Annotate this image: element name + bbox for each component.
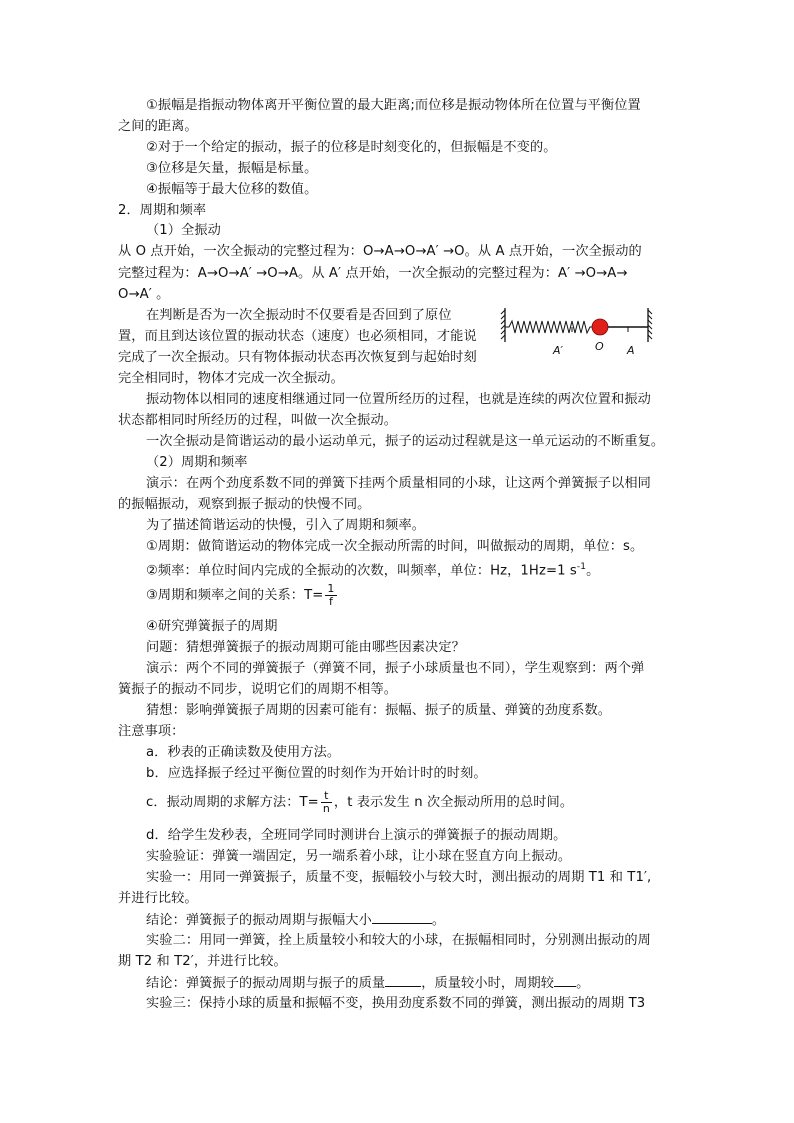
- paragraph-line: ②对于一个给定的振动，振子的位移是时刻变化的，但振幅是不变的。: [146, 140, 557, 155]
- paragraph-line: 的振幅振动，观察到振子振动的快慢不同。: [118, 497, 371, 512]
- paragraph-line: 演示：两个不同的弹簧振子（弹簧不同，振子小球质量也不同），学生观察到：两个弹: [146, 661, 645, 676]
- paragraph-line: 期 T2 和 T2′，并进行比较。: [118, 954, 287, 969]
- label-a-prime: A′: [553, 344, 564, 357]
- list-item: d．给学生发秒表，全班同学同时测讲台上演示的弹簧振子的振动周期。: [146, 828, 567, 843]
- paragraph-line: 完全相同时，物体才完成一次全振动。: [118, 371, 344, 386]
- subsection-heading: （1）全振动: [146, 223, 221, 238]
- fraction: $\frac{t}{n}$: [322, 788, 330, 815]
- paragraph-line: 实验一：用同一弹簧振子，质量不变，振幅较小与较大时，测出振动的周期 T1 和 T1′,: [146, 870, 652, 885]
- paragraph-line: 并进行比较。: [118, 891, 198, 906]
- formula-line: ③周期和频率之间的关系：T= $\frac{1}{f}$: [146, 581, 335, 608]
- paragraph-line: 之间的距离。: [118, 119, 198, 134]
- spring-oscillator-figure: [500, 306, 660, 358]
- paragraph-line: O→A′ 。: [118, 287, 170, 302]
- paragraph-line: 振动物体以相同的速度相继通过同一位置所经历的过程，也就是连续的两次位置和振动: [146, 392, 651, 407]
- paragraph-line: ④振幅等于最大位移的数值。: [146, 182, 318, 197]
- label-a: A: [627, 344, 635, 357]
- paragraph-line: 状态都相同时所经历的过程，叫做一次全振动。: [118, 413, 398, 428]
- paragraph-line: ①振幅是指振动物体离开平衡位置的最大距离;而位移是振动物体所在位置与平衡位置: [146, 98, 641, 113]
- paragraph-line: 置，而且到达该位置的振动状态（速度）也必须相同，才能说: [118, 329, 477, 344]
- paragraph-line: ③位移是矢量，振幅是标量。: [146, 161, 318, 176]
- list-item: a．秒表的正确读数及使用方法。: [146, 745, 341, 760]
- fill-in-blank: [554, 973, 576, 987]
- formula-line: c．振动周期的求解方法：T= $\frac{t}{n}$ ，t 表示发生 n 次全振动所用的总时间。: [146, 788, 574, 815]
- subsection-heading: （2）周期和频率: [146, 455, 248, 470]
- paragraph-line: 实验验证：弹簧一端固定，另一端系着小球，让小球在竖直方向上振动。: [146, 849, 572, 864]
- paragraph-line: 实验三：保持小球的质量和振幅不变，换用劲度系数不同的弹簧，测出振动的周期 T3: [146, 996, 646, 1011]
- paragraph-line: 猜想：影响弹簧振子周期的因素可能有：振幅、振子的质量、弹簧的劲度系数。: [146, 703, 612, 718]
- fraction: $\frac{1}{f}$: [327, 581, 335, 608]
- paragraph-line: 结论：弹簧振子的振动周期与振子的质量 ，质量较小时，周期较 。: [146, 973, 589, 994]
- section-heading: 2．周期和频率: [118, 203, 207, 218]
- spring-icon: [505, 321, 594, 333]
- label-o: O: [595, 340, 604, 353]
- paragraph-line: 问题：猜想弹簧振子的振动周期可能由哪些因素决定？: [146, 640, 465, 655]
- paragraph-line: 一次全振动是简谐运动的最小运动单元，振子的运动过程就是这一单元运动的不断重复。: [146, 434, 665, 449]
- paragraph-line: ①周期：做简谐运动的物体完成一次全振动所需的时间，叫做振动的周期，单位：s。: [146, 539, 644, 554]
- paragraph-line: 从 O 点开始，一次全振动的完整过程为：O→A→O→A′ →O。从 A 点开始，一次全振动的: [118, 244, 642, 259]
- ball-icon: [592, 319, 608, 335]
- section-heading: 注意事项：: [118, 724, 185, 739]
- paragraph-line: 实验二：用同一弹簧，拴上质量较小和较大的小球，在振幅相同时，分别测出振动的周: [146, 933, 651, 948]
- paragraph-line: ②频率：单位时间内完成的全振动的次数，叫频率，单位：Hz，1Hz=1 $s^{-1}$。: [146, 562, 600, 579]
- paragraph-line: 为了描述简谐运动的快慢，引入了周期和频率。: [146, 518, 426, 533]
- paragraph-line: 在判断是否为一次全振动时不仅要看是否回到了原位: [146, 308, 452, 323]
- fill-in-blank: [385, 973, 421, 987]
- paragraph-line: 完整过程为：A→O→A′ →O→A。从 A′ 点开始，一次全振动的完整过程为：A′ →O→A→: [118, 266, 628, 281]
- list-item: b．应选择振子经过平衡位置的时刻作为开始计时的时刻。: [146, 766, 487, 781]
- paragraph-line: 结论：弹簧振子的振动周期与振幅大小 。: [146, 910, 445, 931]
- paragraph-line: 完成了一次全振动。只有物体振动状态再次恢复到与起始时刻: [118, 350, 477, 365]
- paragraph-line: 簧振子的振动不同步，说明它们的周期不相等。: [118, 682, 398, 697]
- paragraph-line: ④研究弹簧振子的周期: [146, 619, 278, 634]
- fill-in-blank: [372, 910, 432, 924]
- paragraph-line: 演示：在两个劲度系数不同的弹簧下挂两个质量相同的小球，让这两个弹簧振子以相同: [146, 476, 651, 491]
